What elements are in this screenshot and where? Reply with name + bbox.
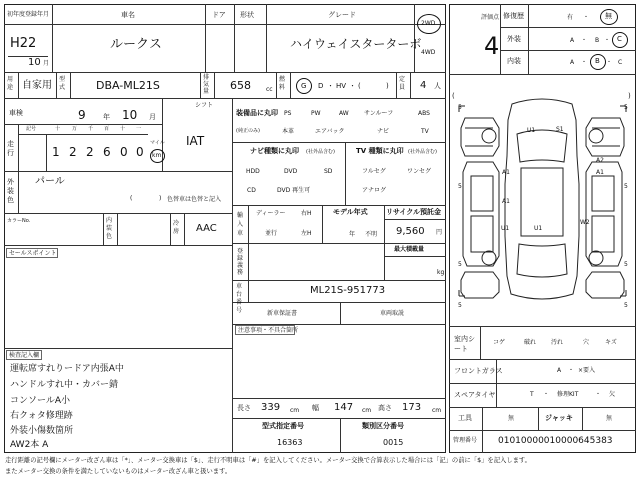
- divider: [449, 407, 636, 408]
- damage-mark-u1: U1: [501, 225, 510, 232]
- inspection-month-unit: 月: [149, 113, 156, 121]
- mileage-unit-100: 百: [104, 126, 110, 132]
- repair-sep: ・: [583, 14, 590, 21]
- tools-value: 無: [508, 415, 515, 422]
- spare-sep: ・: [595, 391, 602, 398]
- divider: [384, 205, 385, 243]
- divider: [449, 383, 636, 384]
- divider: [248, 205, 249, 243]
- divider: [205, 4, 206, 72]
- note-line: 外装小傷数箇所: [10, 426, 74, 436]
- manual: 車両取説: [380, 310, 405, 317]
- divider: [200, 72, 201, 98]
- equipment-aw: AW: [339, 110, 349, 117]
- spare-sep: ・: [543, 391, 550, 398]
- divider: [234, 4, 235, 72]
- fuel-sep: ・: [349, 82, 356, 90]
- equipment-label-sub: (純正のみ): [236, 128, 260, 134]
- tv-fullseg: フルセグ: [362, 168, 386, 175]
- max-load-unit: kg: [437, 269, 445, 276]
- diagram-side-number: 5: [624, 104, 628, 111]
- import-dealer: ディーラー: [256, 210, 286, 217]
- mileage-unit-100k: 十: [55, 126, 61, 132]
- model-value: DBA-ML21S: [96, 79, 160, 92]
- equipment-tv: TV: [421, 128, 429, 135]
- divider: [276, 72, 277, 98]
- diagram-side-number: 5: [624, 302, 628, 309]
- use-label: 用途: [7, 76, 14, 91]
- inspector-tab: [6, 350, 42, 360]
- divider: [232, 98, 233, 453]
- spare-label: スペアタイヤ: [454, 391, 496, 399]
- navi-hdd: HDD: [246, 168, 260, 175]
- mileage-unit-1: 一: [136, 126, 142, 132]
- score-value: 4: [484, 32, 500, 60]
- damage-mark-u1: U1: [534, 225, 543, 232]
- first-reg-label: 初年度登録年月: [7, 11, 50, 18]
- type-cert-value: 16363: [277, 438, 303, 447]
- divider: [18, 72, 19, 98]
- mileage-digit: 1: [52, 145, 60, 159]
- divider: [582, 407, 583, 430]
- seat-tear: 破れ: [524, 339, 537, 346]
- inspector-label: 検査記入欄: [9, 352, 40, 359]
- drive-4wd: 4WD: [421, 49, 436, 56]
- inspection-year-unit: 年: [103, 113, 110, 121]
- divider: [538, 407, 539, 430]
- mileage-digit: 0: [136, 145, 144, 159]
- model-year-year: 年: [349, 231, 356, 238]
- mileage-digit: 0: [120, 145, 128, 159]
- height-unit: cm: [432, 407, 442, 414]
- diagram-side-number: 5: [458, 104, 462, 111]
- tv-oneseg: ワンセグ: [407, 168, 432, 175]
- mileage-digit: 2: [69, 145, 77, 159]
- bracket-right-close: ): [628, 92, 631, 100]
- shape-label: 形状: [240, 11, 254, 19]
- equipment-ps: PS: [284, 110, 292, 117]
- recycle-value: 9,560: [396, 226, 425, 237]
- mileage-unit-10: 十: [120, 126, 126, 132]
- divider: [340, 418, 341, 453]
- capacity-unit: 人: [434, 82, 441, 90]
- exterior-note: 色替車は色替と記入: [167, 196, 222, 203]
- divider: [4, 213, 232, 214]
- ext-sep: ・: [581, 37, 588, 44]
- divider: [449, 326, 636, 327]
- seat-label: 室内シート: [454, 335, 475, 353]
- mileage-unit-10k: 万: [72, 126, 78, 132]
- divider: [4, 98, 446, 99]
- divider: [18, 124, 19, 171]
- tv-label: TV 種類に丸印: [356, 147, 404, 155]
- divider: [528, 4, 529, 74]
- repair-label: 修復歴: [503, 12, 524, 20]
- glass-label: フロントガラス: [454, 367, 503, 375]
- damage-mark-w2: W2: [580, 219, 590, 226]
- divider: [410, 72, 411, 98]
- damage-mark-a2: A2: [596, 157, 604, 164]
- mileage-label: 走行: [7, 140, 14, 157]
- inspection-label: 車検: [9, 109, 23, 117]
- mgmt-label: 管理番号: [453, 437, 478, 444]
- fuel-g: G: [301, 82, 307, 90]
- diagram-side-number: 5: [458, 183, 462, 190]
- fuel-paren-open: (: [358, 82, 361, 90]
- mgmt-value: 01010000010000645383: [498, 436, 613, 446]
- divider: [232, 243, 446, 244]
- length-label: 長さ: [237, 404, 251, 412]
- equipment-airbag: エアバック: [315, 128, 345, 135]
- sales-point-label: セールスポイント: [9, 250, 57, 257]
- first-reg-era-year: H22: [10, 36, 37, 51]
- divider: [18, 171, 19, 213]
- import-right-h: 右H: [301, 210, 312, 217]
- equipment-label: 装備品に丸印: [236, 109, 278, 117]
- max-load-label: 最大積載量: [394, 246, 425, 253]
- divider: [232, 280, 446, 281]
- car-name: ルークス: [110, 37, 162, 52]
- glass-replace: ×要入: [578, 367, 596, 374]
- displacement-unit: cc: [266, 86, 273, 93]
- diagram-side-number: 5: [458, 302, 462, 309]
- tools-label: 工具: [458, 414, 472, 422]
- fuel-sep: ・: [327, 82, 334, 90]
- mileage-digit: 6: [103, 145, 111, 159]
- diagram-side-number: 5: [624, 183, 628, 190]
- divider: [384, 219, 446, 220]
- divider: [500, 27, 636, 28]
- equipment-pw: PW: [311, 110, 321, 117]
- drive-2wd: 2WD: [421, 20, 436, 27]
- damage-mark-a1: A1: [502, 169, 510, 176]
- fuel-d: D: [318, 82, 324, 90]
- divider: [4, 171, 232, 172]
- tv-analog: アナログ: [362, 187, 387, 194]
- model-year-label: モデル年式: [333, 208, 368, 216]
- damage-mark-a1: A1: [596, 169, 604, 176]
- inspection-year: 9: [78, 108, 86, 122]
- mileage-unit-1k: 千: [88, 126, 94, 132]
- car-name-label: 車名: [121, 11, 135, 19]
- divider: [184, 213, 185, 245]
- divider: [290, 72, 291, 98]
- glass-a: A: [557, 367, 562, 374]
- interior-rating-label: 内装: [507, 57, 521, 65]
- underline: [8, 56, 48, 57]
- exterior-rating-label: 外装: [507, 35, 521, 43]
- mileage-km: km: [152, 152, 162, 159]
- divider: [70, 72, 71, 98]
- door-label: ドア: [212, 11, 226, 19]
- registration-label: 登録義務: [237, 248, 244, 276]
- ext-sep: ・: [604, 37, 611, 44]
- divider: [232, 398, 446, 399]
- notes-tab: [235, 325, 295, 335]
- width-value: 147: [334, 402, 354, 413]
- divider: [232, 302, 446, 303]
- divider: [449, 359, 636, 360]
- divider: [103, 213, 104, 245]
- equipment-leather: 本革: [282, 128, 295, 135]
- ext-b: B: [595, 37, 600, 44]
- spare-t: T: [530, 391, 534, 398]
- divider: [56, 72, 57, 98]
- footer-note-2: またメーター交換の条件を満たしていないものはメーター改ざん車と扱います。: [5, 468, 232, 475]
- divider: [4, 348, 232, 349]
- fuel-label: 燃料: [279, 76, 286, 91]
- tv-label-sub: (社外品含む): [408, 149, 437, 155]
- fuel-paren-close: ): [386, 82, 389, 90]
- ext-a: A: [570, 37, 575, 44]
- import-left-h: 左H: [301, 230, 312, 237]
- int-sep: ・: [581, 59, 588, 66]
- divider: [322, 205, 323, 243]
- import-label: 輸入車: [237, 212, 244, 237]
- shift-label: シフト: [195, 102, 214, 109]
- equipment-navi: ナビ: [377, 128, 390, 135]
- divider: [500, 50, 636, 51]
- divider: [500, 4, 501, 74]
- exterior-paren-close: ): [159, 195, 162, 202]
- divider: [384, 243, 385, 280]
- int-b: B: [595, 57, 600, 65]
- class-value: 0015: [383, 438, 404, 447]
- class-label: 類別区分番号: [362, 422, 404, 430]
- first-reg-month: 10: [28, 57, 41, 68]
- diagram-side-number: 5: [624, 261, 628, 268]
- divider: [340, 302, 341, 324]
- int-a: A: [570, 59, 575, 66]
- recycle-label: リサイクル預託金: [386, 208, 442, 216]
- shift-value: IAT: [186, 134, 205, 148]
- mileage-mile: マイル: [150, 140, 165, 146]
- damage-mark-u1: U1: [527, 127, 536, 134]
- use-value: 自家用: [22, 80, 52, 91]
- chassis-value: ML21S-951773: [310, 285, 386, 296]
- equipment-abs: ABS: [418, 110, 430, 117]
- sales-point-tab: [6, 248, 58, 258]
- interior-color-label: 内装色: [106, 217, 113, 240]
- damage-mark-a1: A1: [502, 198, 510, 205]
- note-line: 右クォタ修理跡: [10, 411, 73, 421]
- capacity-label: 定員: [399, 76, 406, 91]
- fuel-hv: HV: [336, 82, 347, 90]
- note-line: AW2本 A: [10, 440, 49, 450]
- divider: [266, 4, 267, 72]
- navi-label-sub: (社外品含む): [306, 149, 335, 155]
- height-value: 173: [402, 402, 422, 413]
- divider: [52, 4, 53, 72]
- divider: [4, 245, 232, 246]
- length-value: 339: [261, 402, 281, 413]
- type-cert-label: 型式指定番号: [262, 422, 304, 430]
- divider: [170, 213, 171, 245]
- displacement-value: 658: [230, 79, 251, 92]
- seat-hole: 穴: [583, 339, 590, 346]
- note-line: ハンドルすれ中・カバー錆: [10, 380, 119, 390]
- ext-c: C: [617, 35, 622, 43]
- first-reg-month-unit: 月: [43, 60, 50, 67]
- note-line: 運転席すれりードア内張A中: [10, 364, 124, 374]
- repair-none: 無: [605, 12, 612, 20]
- recycle-unit: 円: [436, 229, 443, 236]
- navi-label: ナビ種類に丸印: [250, 147, 299, 155]
- color-no-label: カラーNo.: [7, 218, 31, 224]
- grade-label: グレード: [328, 11, 356, 19]
- inspection-month: 10: [122, 108, 138, 122]
- divider: [232, 205, 446, 206]
- spare-kit: 修理KIT: [557, 391, 579, 398]
- divider: [18, 134, 148, 135]
- divider: [248, 280, 249, 302]
- exterior-paren-open: (: [130, 195, 133, 202]
- divider: [232, 418, 446, 419]
- mileage-unit-sign: 記号: [26, 126, 37, 132]
- divider: [214, 72, 215, 98]
- jack-value: 無: [606, 415, 613, 422]
- divider: [232, 142, 446, 143]
- diagram-side-number: 5: [458, 261, 462, 268]
- capacity-value: 4: [420, 80, 427, 91]
- divider: [482, 407, 483, 453]
- glass-sep: ・: [568, 367, 575, 374]
- divider: [480, 326, 481, 359]
- mileage-digit: 2: [86, 145, 94, 159]
- exterior-label: 外装色: [7, 178, 14, 204]
- equipment-sunroof: サンルーフ: [364, 110, 394, 117]
- seat-stain: 汚れ: [551, 339, 564, 346]
- divider: [46, 134, 47, 171]
- navi-cd: CD: [247, 187, 256, 194]
- width-unit: cm: [362, 407, 372, 414]
- length-unit: cm: [290, 407, 300, 414]
- displacement-label: 排気量: [203, 74, 210, 95]
- divider: [117, 213, 118, 245]
- seat-scorch: コゲ: [493, 339, 506, 346]
- bracket-left-open: (: [452, 92, 455, 100]
- divider: [396, 72, 397, 98]
- divider: [449, 430, 636, 431]
- spare-missing: 欠: [609, 391, 616, 398]
- navi-dvd-play: DVD 再生可: [277, 187, 311, 194]
- int-sep: ・: [606, 59, 613, 66]
- navi-dvd: DVD: [284, 168, 298, 175]
- notes-label: 注意事項・不具合箇所: [238, 327, 299, 334]
- divider: [4, 124, 162, 125]
- ac-label: 冷房: [173, 220, 180, 235]
- import-parallel: 並行: [265, 230, 278, 237]
- divider: [345, 142, 346, 205]
- int-c: C: [618, 59, 623, 66]
- height-label: 高さ: [378, 404, 392, 412]
- navi-sd: SD: [324, 168, 333, 175]
- ac-value: AAC: [196, 223, 217, 234]
- divider: [449, 74, 636, 75]
- model-year-unknown: 不明: [365, 231, 378, 238]
- damage-mark-s1: S1: [556, 126, 564, 133]
- car-damage-diagram: [449, 76, 636, 326]
- jack-label: ジャッキ: [545, 414, 573, 422]
- divider: [4, 24, 446, 25]
- divider: [384, 256, 446, 257]
- seat-scratch: キズ: [605, 339, 617, 346]
- divider: [248, 243, 249, 280]
- new-car-warranty: 新車保証書: [267, 310, 298, 317]
- exterior-value: パール: [35, 176, 65, 187]
- repair-yes: 有: [567, 14, 574, 21]
- width-label: 幅: [312, 404, 319, 412]
- note-line: コンソールA小: [10, 396, 70, 406]
- grade-value: ハイウェイスターターボ: [290, 37, 422, 51]
- model-label: 型式: [59, 76, 66, 91]
- chassis-label: 車台番号: [236, 283, 243, 314]
- footer-note-1: 走行距離の記号欄にメーター改ざん車は「*」、メーター交換車は「$」、走行不明車は「#」を記入してください。メーター交換で合算表示した場合には「記」の前に「$」を記入します。: [5, 457, 531, 464]
- score-label: 評価点: [481, 14, 500, 21]
